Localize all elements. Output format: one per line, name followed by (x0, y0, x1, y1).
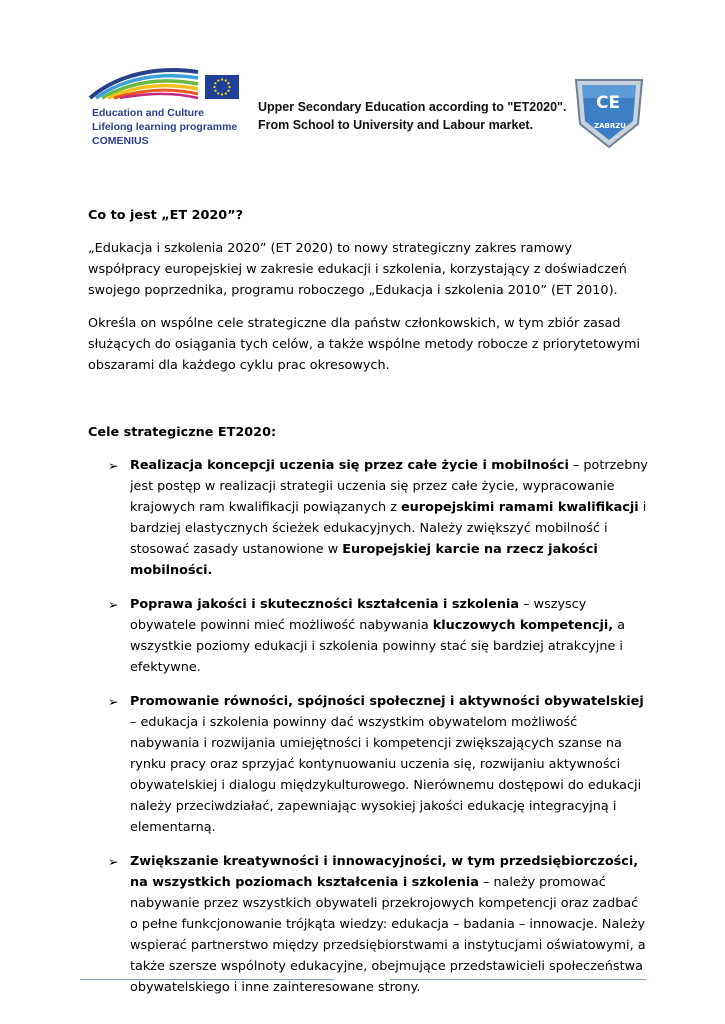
shield-text: ZABRZU (594, 122, 626, 130)
page-header (0, 0, 725, 160)
goal-2-text-a: – wszyscy obywatele powinni mieć możliwość nabywania (130, 597, 587, 633)
logo-line-2: Lifelong learning programme (92, 121, 238, 133)
goal-3-text: – edukacja i szkolenia powinny dać wszystkim obywatelom możliwość nabywania i rozwijania umiejętności i kompetencji zwiększających szanse na rynku pracy oraz sprzyjać kontynuowaniu uczenia się, rozwijaniu aktywności obywatelskiej i dialogu międzykulturowego. Nierównemu dostępowi do edukacji należy przeciwdziałać, zapewniając wysokiej jakości edukację integracyjną i elementarną. (130, 715, 642, 835)
goal-item-2 (88, 594, 648, 678)
header-title-line-2: From School to University and Labour market. (258, 118, 534, 132)
goal-3-title: Promowanie równości, spójności społecznej i aktywności obywatelskiej (130, 694, 644, 709)
svg-text:CE: CE (596, 93, 621, 113)
goal-2-emphasis: kluczowych kompetencji, (432, 618, 614, 633)
document-body (88, 205, 648, 1011)
eu-flag-icon (205, 75, 239, 99)
goal-1-emphasis-b: Europejskiej karcie na rzecz jakości mobilności. (130, 542, 598, 578)
goal-4-title: Zwiększanie kreatywności i innowacyjności, w tym przedsiębiorczości, na wszystkich poziomach kształcenia i szkolenia (130, 854, 639, 890)
bullet-arrow-icon: ➢ (108, 458, 119, 473)
bullet-arrow-icon: ➢ (108, 694, 119, 709)
comenius-logo (88, 64, 240, 150)
intro-paragraph-1: „Edukacja i szkolenia 2020” (ET 2020) to nowy strategiczny zakres ramowy współpracy europejskiej w zakresie edukacji i szkolenia, korzystający z doświadczeń swojego poprzednika, programu roboczego „Edukacja i szkolenia 2010” (ET 2010). (88, 241, 627, 298)
logo-text (92, 106, 237, 148)
footer-divider-left (80, 979, 334, 980)
goals-list (88, 455, 648, 998)
goal-item-1 (88, 455, 648, 581)
goal-item-3 (88, 691, 648, 838)
goal-4-text: – należy promować nabywanie przez wszystkich obywateli przekrojowych kompetencji oraz zadbać o pełne funkcjonowanie trójkąta wiedzy: edukacja – badania – innowacje. Należy wspierać partnerstwo między przedsiębiorstwami a instytucjami oświatowymi, a także szersze wspólnoty edukacyjne, obejmujące przedstawicieli społeczeństwa obywatelskiego i inne zainteresowane strony. (130, 875, 646, 995)
intro-paragraph-2: Określa on wspólne cele strategiczne dla państw członkowskich, w tym zbiór zasad służących do osiągania tych celów, a także wspólne metody robocze z priorytetowymi obszarami dla każdego cyklu prac okresowych. (88, 316, 641, 373)
intro-heading: Co to jest „ET 2020”? (88, 208, 244, 223)
goals-heading: Cele strategiczne ET2020: (88, 425, 277, 440)
goal-1-text-a: – potrzebny jest postęp w realizacji strategii uczenia się przez całe życie, wypracowanie krajowych ram kwalifikacji powiązanych z (130, 458, 649, 515)
goal-item-4 (88, 851, 648, 998)
goal-1-text-b: i bardziej elastycznych ścieżek edukacyjnych. Należy zwiększyć mobilność i stosować zasady ustanowione w (130, 500, 647, 557)
footer-divider-right (390, 979, 646, 980)
goal-2-title: Poprawa jakości i skuteczności kształcenia i szkolenia (130, 597, 520, 612)
bullet-arrow-icon: ➢ (108, 597, 119, 612)
header-title (258, 98, 566, 134)
logo-line-3: COMENIUS (92, 135, 149, 147)
bullet-arrow-icon: ➢ (108, 854, 119, 869)
header-title-line-1: Upper Secondary Education according to "ET2020". (258, 100, 567, 114)
goal-2-text-b: a wszystkie poziomy edukacji i szkolenia powinny stać się bardziej atrakcyjne i efektywne. (130, 618, 626, 675)
logo-line-1: Education and Culture (92, 107, 205, 119)
school-shield-logo-icon (572, 74, 646, 150)
culture-swoosh-icon (88, 64, 200, 100)
goal-1-emphasis-a: europejskimi ramami kwalifikacji (400, 500, 639, 515)
goal-1-title: Realizacja koncepcji uczenia się przez całe życie i mobilności (130, 458, 569, 473)
